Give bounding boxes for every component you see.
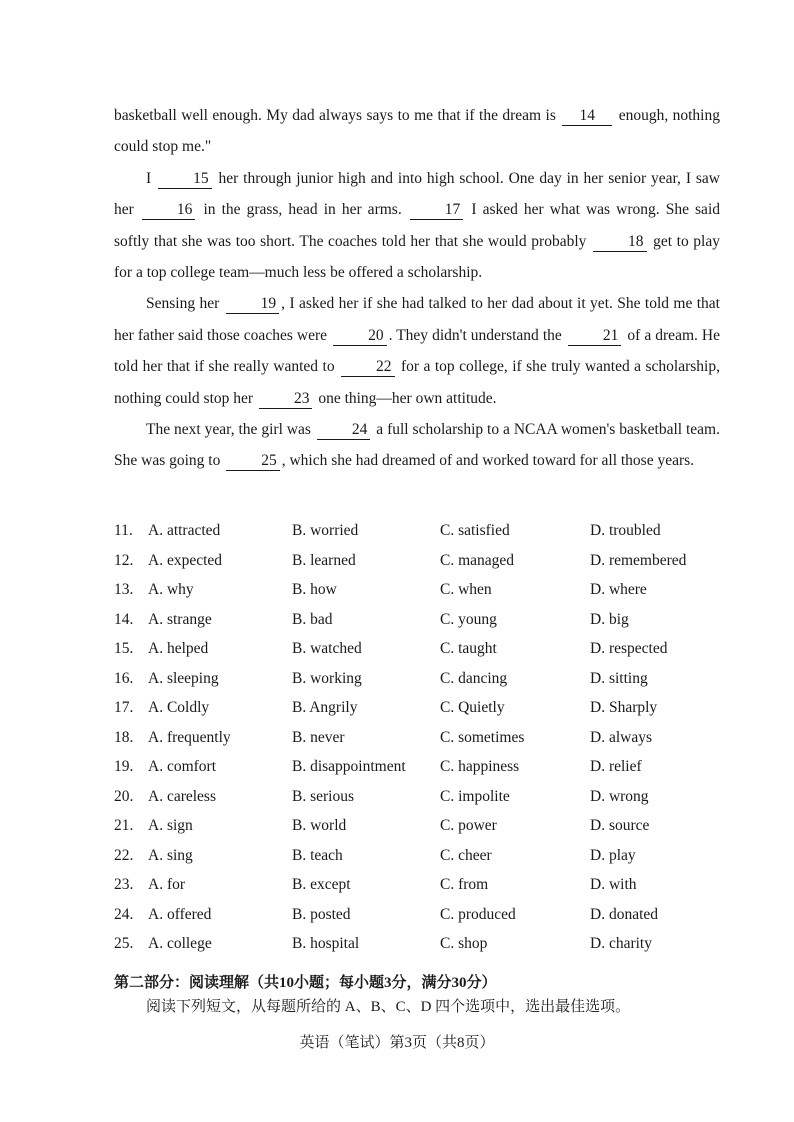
option-a: A. attracted — [148, 522, 221, 539]
question-row — [114, 841, 734, 871]
option-b: B. posted — [292, 905, 351, 923]
option-b: B. bad — [292, 610, 333, 628]
passage-paragraph — [114, 100, 720, 163]
blank-23: 23 — [259, 390, 313, 409]
option-c: C. taught — [440, 640, 497, 657]
option-a: A. strange — [148, 610, 212, 628]
question-row — [114, 693, 734, 723]
option-d: D. always — [590, 728, 652, 746]
option-b: B. learned — [292, 551, 356, 569]
question-number: 16. — [114, 669, 134, 687]
option-a: A. frequently — [148, 728, 231, 746]
passage-text: I — [146, 169, 157, 187]
question-row — [114, 575, 734, 605]
option-c: C. produced — [440, 905, 516, 923]
passage-text: get to play for a top college team—much less be offered a scholarship. — [114, 232, 720, 282]
option-c: C. satisfied — [440, 522, 510, 539]
option-c: C. managed — [440, 551, 515, 569]
blank-20: 20 — [333, 327, 387, 346]
passage-text: one thing—her own attitude. — [314, 389, 497, 407]
passage-text: enough, nothing could stop me." — [114, 107, 720, 156]
question-row — [114, 723, 734, 753]
option-b: B. world — [292, 817, 347, 834]
question-row — [114, 664, 734, 694]
passage-text: . They didn't understand the — [388, 326, 566, 344]
passage-text: Sensing her — [146, 295, 224, 313]
question-row — [114, 605, 734, 635]
option-a: A. college — [148, 935, 212, 952]
option-d: D. charity — [590, 935, 652, 952]
option-b: B. worried — [292, 522, 359, 539]
option-c: C. shop — [440, 935, 488, 952]
passage-text: , which she had dreamed of and worked toward for all those years. — [281, 452, 695, 470]
question-row — [114, 516, 734, 546]
option-d: D. wrong — [590, 787, 649, 805]
answer-options — [114, 516, 734, 959]
passage-text: her through junior high and into high school. One day in her senior year, I saw her — [114, 169, 720, 219]
option-d: D. troubled — [590, 522, 661, 539]
option-b: B. disappointment — [292, 758, 406, 775]
option-c: C. sometimes — [440, 728, 525, 746]
question-number: 19. — [114, 758, 134, 775]
blank-15: 15 — [158, 170, 212, 189]
question-number: 15. — [114, 640, 134, 657]
option-c: C. happiness — [440, 758, 520, 775]
blank-14: 14 — [562, 107, 612, 126]
blank-25: 25 — [226, 452, 280, 471]
option-c: C. cheer — [440, 846, 492, 864]
blank-16: 16 — [142, 201, 196, 220]
blank-24: 24 — [317, 421, 371, 440]
option-a: A. offered — [148, 905, 212, 923]
option-a: A. comfort — [148, 758, 217, 775]
passage-text: of a dream. He told her that if she really wanted to — [114, 326, 720, 376]
question-row — [114, 811, 734, 841]
question-row — [114, 752, 734, 782]
question-row — [114, 870, 734, 900]
passage-text: for a top college, if she truly wanted a scholarship, nothing could stop her — [114, 358, 720, 407]
option-c: C. young — [440, 610, 497, 628]
question-number: 24. — [114, 905, 134, 923]
option-d: D. where — [590, 581, 647, 598]
option-d: D. relief — [590, 758, 642, 775]
blank-21: 21 — [568, 327, 622, 346]
question-number: 14. — [114, 610, 134, 628]
option-a: A. careless — [148, 787, 216, 805]
option-b: B. never — [292, 728, 345, 746]
passage-paragraph — [114, 288, 720, 414]
option-c: C. from — [440, 876, 489, 893]
blank-18: 18 — [593, 233, 647, 252]
blank-19: 19 — [226, 295, 280, 314]
question-number: 23. — [114, 876, 134, 893]
question-number: 20. — [114, 787, 134, 805]
option-b: B. working — [292, 669, 362, 687]
question-number: 11. — [114, 522, 133, 539]
option-a: A. expected — [148, 551, 223, 569]
passage-text: , I asked her if she had talked to her dad about it yet. She told me that her father said those coaches were — [114, 295, 720, 344]
option-a: A. sing — [148, 846, 193, 864]
question-number: 17. — [114, 699, 134, 716]
option-d: D. Sharply — [590, 699, 658, 716]
question-row — [114, 546, 734, 576]
option-d: D. play — [590, 846, 636, 864]
option-b: B. teach — [292, 846, 343, 864]
question-row — [114, 900, 734, 930]
passage-paragraph — [114, 163, 720, 289]
option-b: B. watched — [292, 640, 362, 657]
option-d: D. big — [590, 610, 629, 628]
option-d: D. respected — [590, 640, 668, 657]
blank-22: 22 — [341, 358, 395, 377]
section-heading: 第二部分：阅读理解（共10小题；每小题3分，满分30分） — [114, 975, 497, 991]
option-a: A. for — [148, 876, 186, 893]
option-b: B. except — [292, 876, 351, 893]
option-d: D. with — [590, 876, 637, 893]
option-a: A. helped — [148, 640, 209, 657]
question-number: 13. — [114, 581, 134, 598]
page-footer: 英语（笔试）第3页（共8页） — [299, 1035, 495, 1051]
passage-text: basketball well enough. My dad always says to me that if the dream is — [114, 107, 561, 124]
blank-17: 17 — [410, 201, 464, 220]
option-a: A. Coldly — [148, 699, 210, 716]
option-b: B. serious — [292, 787, 354, 805]
option-a: A. why — [148, 581, 194, 598]
question-number: 21. — [114, 817, 134, 834]
option-b: B. hospital — [292, 935, 360, 952]
question-row — [114, 634, 734, 664]
option-c: C. Quietly — [440, 699, 505, 716]
option-c: C. when — [440, 581, 492, 598]
option-b: B. Angrily — [292, 699, 358, 716]
passage-text: in the grass, head in her arms. — [197, 201, 408, 219]
option-a: A. sleeping — [148, 669, 219, 687]
option-d: D. remembered — [590, 551, 687, 569]
option-d: D. source — [590, 817, 650, 834]
section-instruction: 阅读下列短文，从每题所给的 A、B、C、D 四个选项中，选出最佳选项。 — [146, 999, 631, 1015]
question-number: 22. — [114, 846, 134, 864]
option-c: C. power — [440, 817, 497, 834]
option-c: C. impolite — [440, 787, 510, 805]
question-number: 12. — [114, 551, 134, 569]
passage-text: a full scholarship to a NCAA women's basketball team. She was going to — [114, 421, 720, 470]
passage-text: The next year, the girl was — [146, 421, 315, 439]
option-b: B. how — [292, 581, 337, 598]
question-number: 18. — [114, 728, 134, 746]
question-number: 25. — [114, 935, 134, 952]
question-row — [114, 782, 734, 812]
passage-text: I asked her what was wrong. She said softly that she was too short. The coaches told her that she would probably — [114, 201, 720, 250]
option-d: D. sitting — [590, 669, 648, 687]
option-d: D. donated — [590, 905, 659, 923]
option-a: A. sign — [148, 817, 193, 834]
question-row — [114, 929, 734, 959]
cloze-passage — [114, 100, 720, 477]
passage-paragraph — [114, 414, 720, 477]
option-c: C. dancing — [440, 669, 508, 687]
